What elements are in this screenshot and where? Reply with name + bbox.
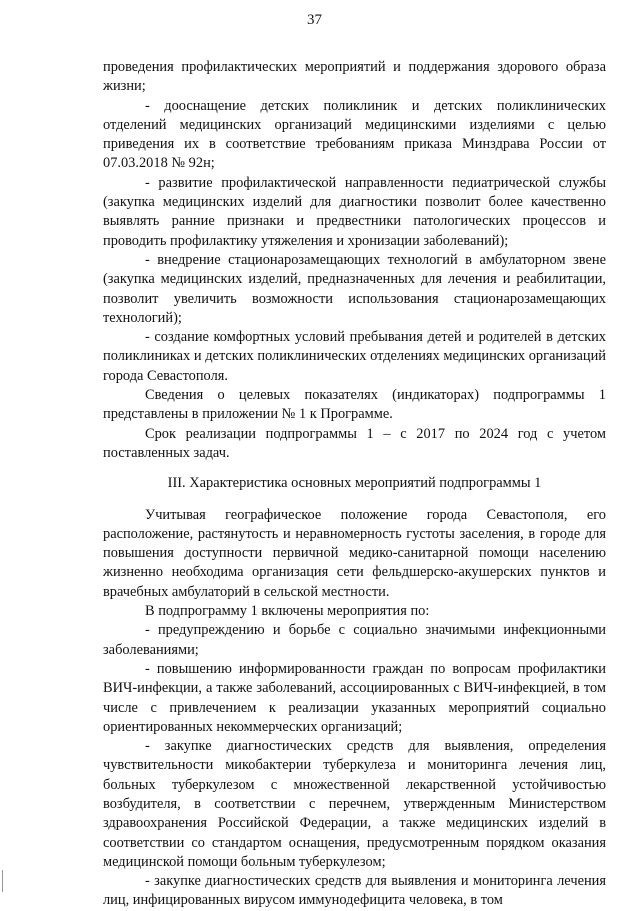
document-body	[103, 58, 606, 911]
scan-edge-mark	[2, 870, 7, 892]
paragraph-continuation: проведения профилактических мероприятий и поддержания здорового образа жизни;	[103, 59, 606, 95]
paragraph-measures-intro: В подпрограмму 1 включены мероприятия по:	[145, 603, 430, 620]
section-heading: III. Характеристика основных мероприятий подпрограммы 1	[167, 475, 542, 492]
paragraph-term: Срок реализации подпрограммы 1 – с 2017 по 2024 год с учетом поставленных задач.	[103, 425, 606, 461]
list-item-equipment: - дооснащение детских поликлиник и детских поликлинических отделений медицинских организаций медицинскими изделиями с целью приведения их в соответствие требованиям приказа Минздрава России от 07.03.2018 № 92н;	[103, 97, 606, 172]
paragraph-indicators: Сведения о целевых показателях (индикаторах) подпрограммы 1 представлены в приложении № 1 к Программе.	[103, 387, 606, 423]
list-item-prevention: - развитие профилактической направленности педиатрической службы (закупка медицинских изделий для диагностики позволит более качественно выявлять ранние признаки и предвестники патологических процессов и проводить профилактику утяжеления и хронизации заболеваний);	[103, 174, 606, 249]
list-item-technologies: - внедрение стационарозамещающих технологий в амбулаторном звене (закупка медицинских изделий, предназначенных для лечения и реабилитации, позволит увеличить возможности использования стационарозамещающих технологий);	[103, 251, 606, 326]
list-item-comfort: - создание комфортных условий пребывания детей и родителей в детских поликлиниках и детских поликлинических отделениях медицинских организаций города Севастополя.	[103, 329, 606, 384]
paragraph-geography: Учитывая географическое положение города Севастополя, его расположение, растянутость и неравномерность густоты заселения, в городе для повышения доступности первичной медико-санитарной помощи населению жизненно необходима организация сети фельдшерско-акушерских пунктов и врачебных амбулаторий в сельской местности.	[103, 506, 606, 600]
list-item-hiv-diagnostics: - закупке диагностических средств для выявления и мониторинга лечения лиц, инфицированных вирусом иммунодефицита человека, в том	[103, 873, 606, 909]
page-number: 37	[307, 12, 322, 28]
list-item-hiv-awareness: - повышению информированности граждан по вопросам профилактики ВИЧ-инфекции, а также заболеваний, ассоциированных с ВИЧ-инфекцией, в том числе с привлечением к реализации указанных мероприятий социально ориентированных некоммерческих организаций;	[103, 660, 606, 735]
list-item-infections: - предупреждению и борьбе с социально значимыми инфекционными заболеваниями;	[103, 622, 606, 658]
list-item-tb-diagnostics: - закупке диагностических средств для выявления, определения чувствительности микобактерии туберкулеза и мониторинга лечения лиц, больных туберкулезом с множественной лекарственной устойчивостью возбудителя, в соответствии с перечнем, утвержденным Министерством здравоохранения Российской Федерации, а также медицинских изделий в соответствии со стандартом оснащения, предусмотренным порядком оказания медицинской помощи больным туберкулезом;	[103, 738, 606, 870]
